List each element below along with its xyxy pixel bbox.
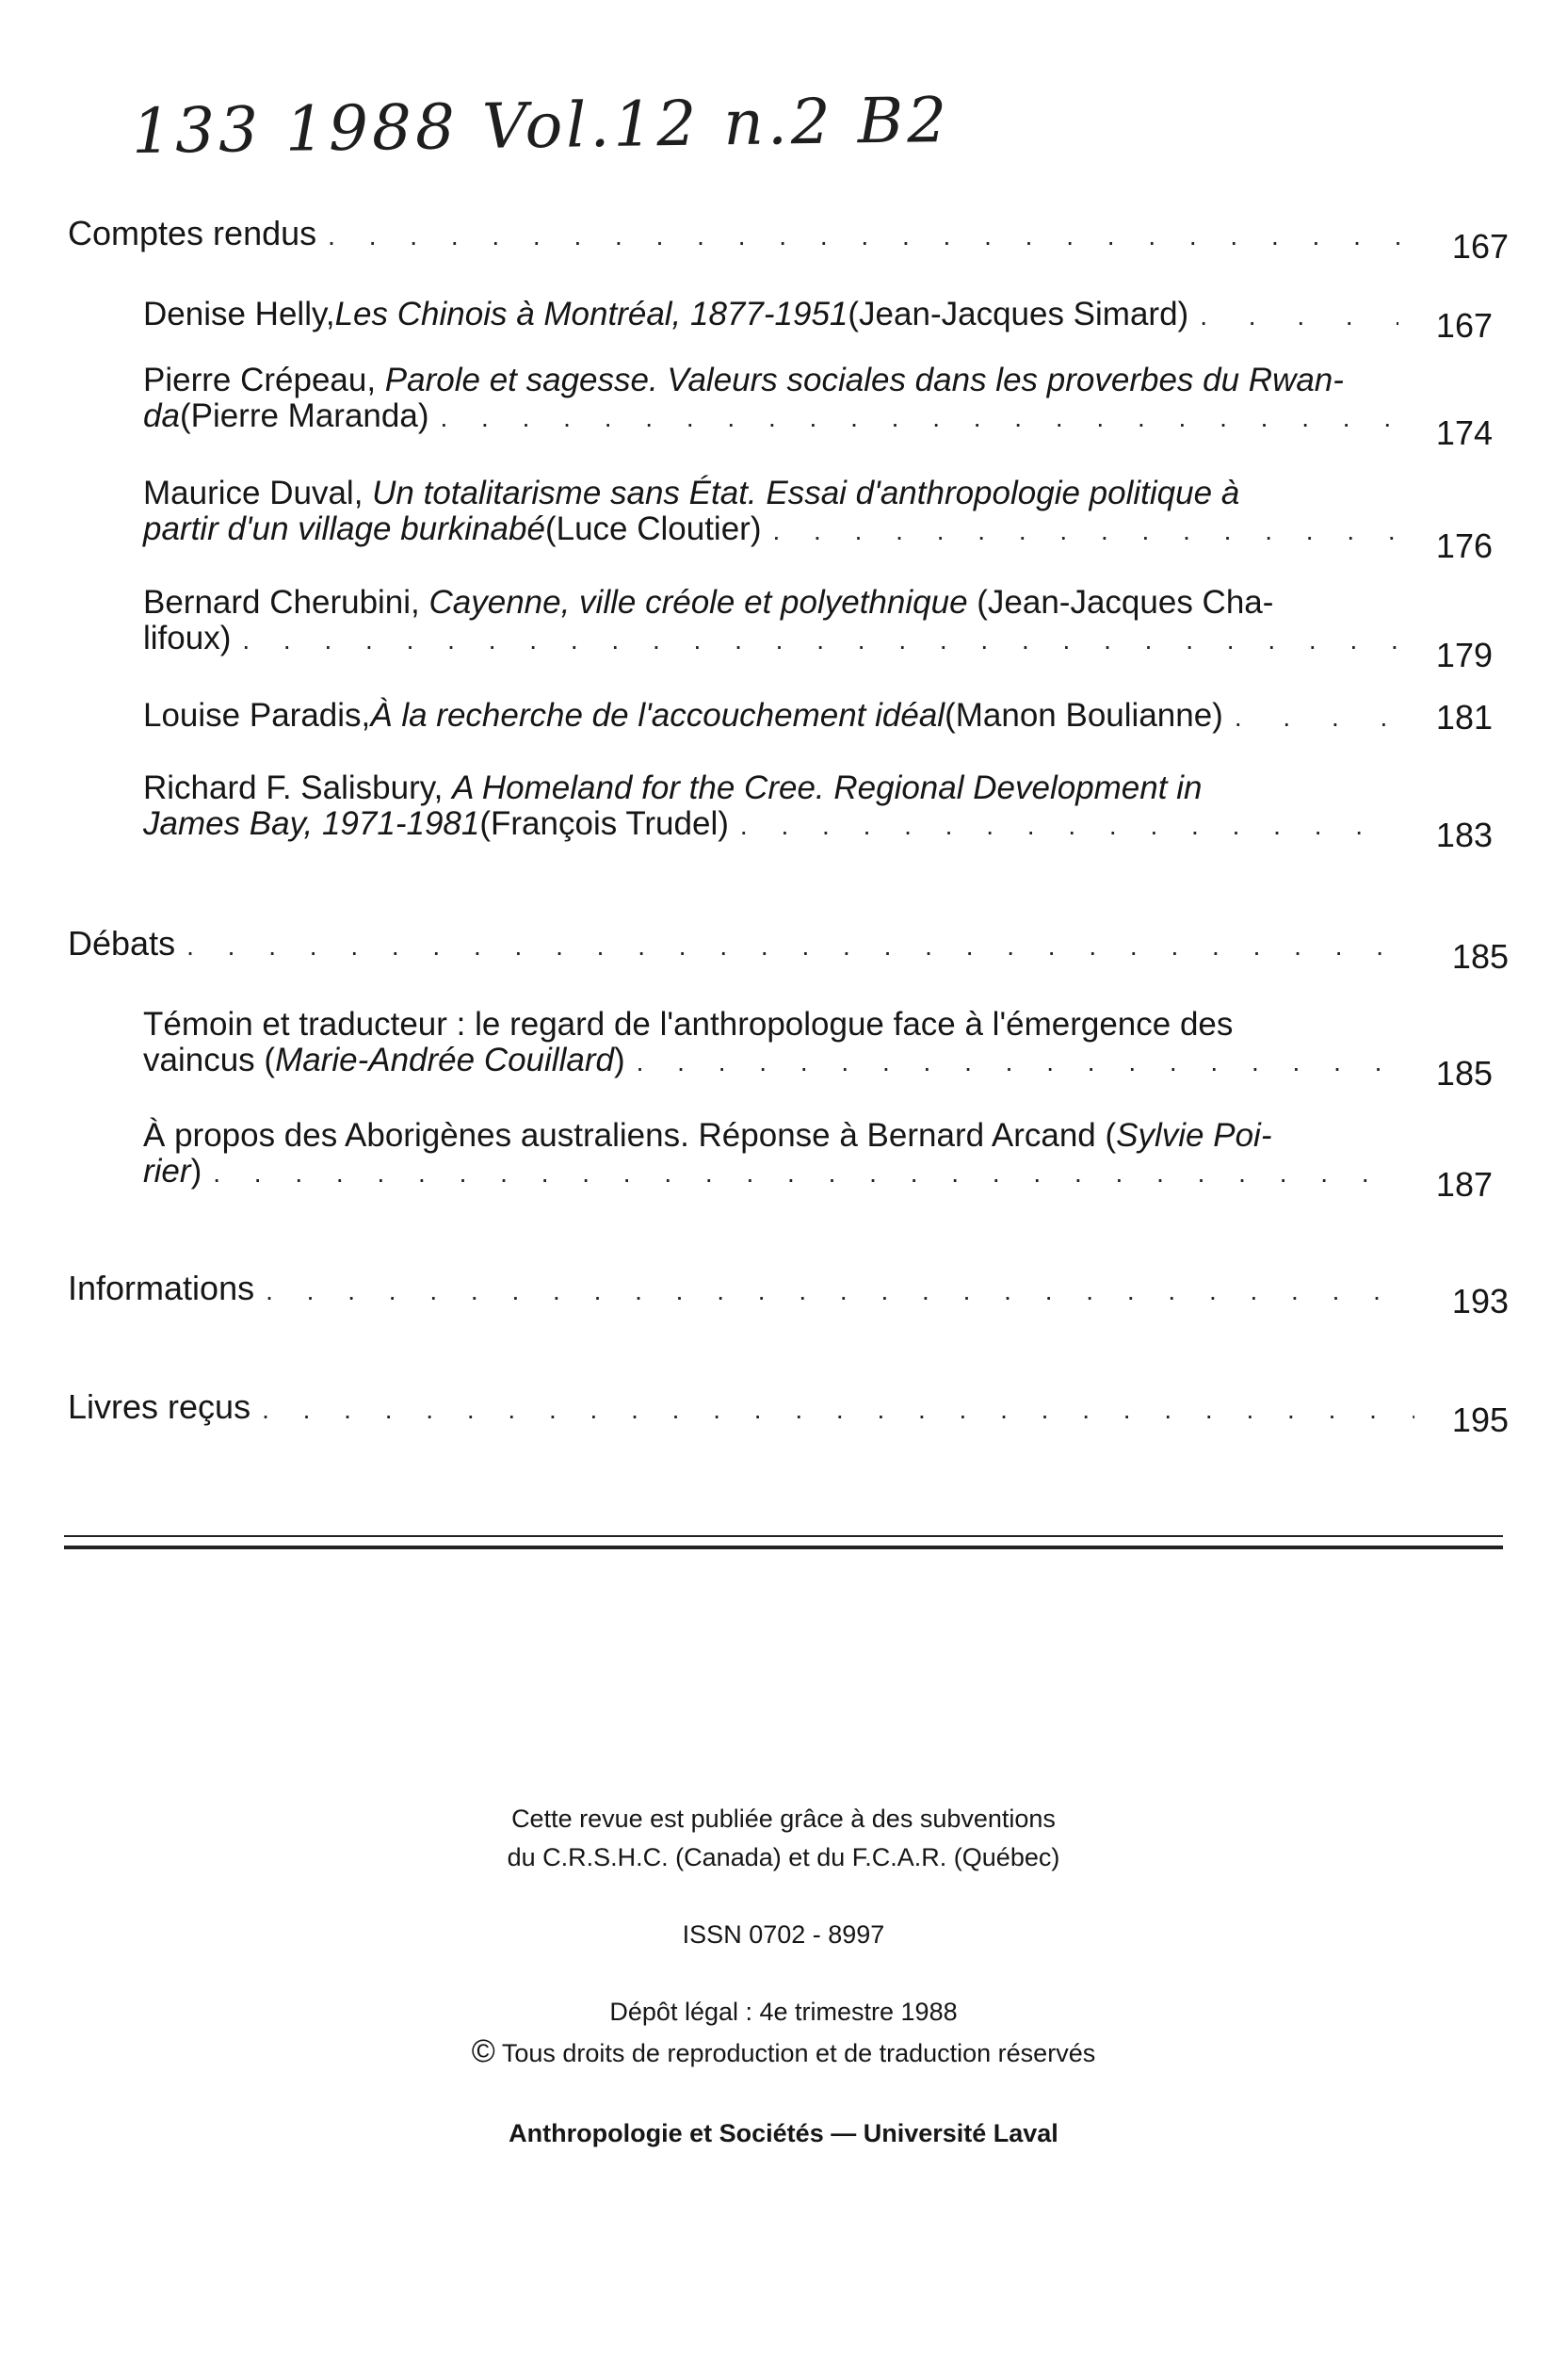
entry-author: Marie-Andrée Couillard — [275, 1042, 614, 1078]
toc-entry-salisbury — [143, 768, 1493, 854]
entry-reviewer: (Manon Boulianne) — [945, 697, 1223, 734]
toc-entry-cherubini — [143, 582, 1493, 674]
page-number: 181 — [1435, 698, 1493, 737]
leader-dots — [1235, 697, 1398, 738]
entry-title-cont: partir d'un village burkinabé — [143, 510, 545, 547]
toc-section-comptes-rendus — [68, 213, 1509, 266]
entry-title-cont: James Bay, 1971-1981 — [143, 805, 480, 842]
entry-title: Cayenne, ville créole et polyethnique — [428, 584, 968, 621]
toc-section-livres-recus — [68, 1386, 1509, 1439]
entry-reviewer: (Pierre Maranda) — [179, 397, 429, 434]
entry-title: Parole et sagesse. Valeurs sociales dans les proverbes du Rwan- — [384, 362, 1344, 398]
toc-entry-helly — [143, 294, 1493, 345]
issn: ISSN 0702 - 8997 — [682, 1920, 885, 1949]
entry-reviewer: (François Trudel) — [479, 805, 729, 842]
entry-title: Un totalitarisme sans État. Essai d'anthropologie politique à — [372, 475, 1240, 511]
section-title: Informations — [68, 1269, 255, 1307]
page-number: 167 — [1451, 227, 1509, 266]
section-title: Livres reçus — [68, 1387, 251, 1426]
toc-entry-couillard — [143, 1004, 1493, 1093]
entry-paren: ) — [190, 1153, 202, 1190]
leader-dots — [440, 397, 1398, 439]
divider-rule-thick — [64, 1546, 1503, 1549]
page-number: 183 — [1435, 816, 1493, 854]
entry-author: Maurice Duval, — [143, 475, 373, 511]
entry-title: A Homeland for the Cree. Regional Development in — [452, 769, 1203, 806]
entry-title-cont: da — [143, 397, 180, 434]
entry-author: Louise Paradis, — [143, 697, 371, 734]
page-number: 193 — [1451, 1282, 1509, 1320]
entry-title: À la recherche de l'accouchement idéal — [370, 697, 945, 734]
toc-section-debats — [68, 923, 1509, 976]
publisher: Anthropologie et Sociétés — Université Laval — [509, 2119, 1058, 2147]
toc-section-informations — [68, 1268, 1509, 1320]
subsidy-line-2: du C.R.S.H.C. (Canada) et du F.C.A.R. (Québec) — [507, 1843, 1060, 1871]
page-number: 185 — [1451, 937, 1509, 976]
leader-dots — [242, 620, 1398, 661]
copyright-line — [0, 2033, 1567, 2071]
leader-dots — [266, 1271, 1414, 1312]
leader-dots — [1200, 296, 1398, 337]
divider-rule-thin — [64, 1535, 1503, 1537]
entry-paren: ) — [613, 1042, 625, 1078]
leader-dots — [328, 216, 1414, 257]
leader-dots — [262, 1389, 1414, 1431]
leader-dots — [186, 926, 1414, 967]
entry-author: Richard F. Salisbury, — [143, 769, 453, 806]
entry-author: Sylvie Poi- — [1116, 1117, 1272, 1154]
entry-author: Bernard Cherubini, — [143, 584, 429, 621]
entry-reviewer: (Jean-Jacques Cha- — [967, 584, 1274, 621]
leader-dots — [773, 510, 1399, 552]
legal-deposit: Dépôt légal : 4e trimestre 1988 — [609, 1998, 958, 2026]
entry-title: À propos des Aborigènes australiens. Réponse à Bernard Arcand ( — [143, 1117, 1117, 1154]
page-number: 176 — [1435, 526, 1493, 565]
leader-dots — [740, 805, 1398, 847]
entry-title-cont: vaincus ( — [143, 1042, 276, 1078]
entry-reviewer-cont: lifoux) — [143, 620, 232, 656]
toc-entry-crepeau — [143, 360, 1493, 452]
page-number: 167 — [1435, 306, 1493, 345]
copyright-text: Tous droits de reproduction et de traduction réservés — [501, 2039, 1096, 2067]
page-number: 195 — [1451, 1400, 1509, 1439]
entry-author-cont: rier — [143, 1153, 191, 1190]
page-number: 187 — [1435, 1165, 1493, 1204]
page-number: 185 — [1435, 1054, 1493, 1093]
toc-entry-poirier — [143, 1115, 1493, 1204]
page-number: 174 — [1435, 413, 1493, 452]
section-title: Débats — [68, 924, 176, 963]
entry-author: Pierre Crépeau, — [143, 362, 385, 398]
entry-reviewer: (Luce Cloutier) — [544, 510, 762, 547]
copyright-symbol: © — [471, 2033, 495, 2069]
entry-title: Les Chinois à Montréal, 1877-1951 — [334, 296, 848, 332]
entry-reviewer: (Jean-Jacques Simard) — [848, 296, 1189, 332]
toc-entry-duval — [143, 473, 1493, 565]
subsidy-line-1: Cette revue est publiée grâce à des subventions — [511, 1805, 1056, 1833]
leader-dots — [213, 1153, 1398, 1194]
leader-dots — [637, 1042, 1398, 1083]
section-title: Comptes rendus — [68, 214, 317, 252]
page-number: 179 — [1435, 636, 1493, 674]
entry-title: Témoin et traducteur : le regard de l'anthropologue face à l'émergence des — [143, 1006, 1234, 1043]
handwritten-call-number: 133 1988 Vol.12 n.2 B2 — [131, 83, 951, 169]
entry-author: Denise Helly, — [143, 296, 335, 332]
toc-entry-paradis — [143, 695, 1493, 738]
